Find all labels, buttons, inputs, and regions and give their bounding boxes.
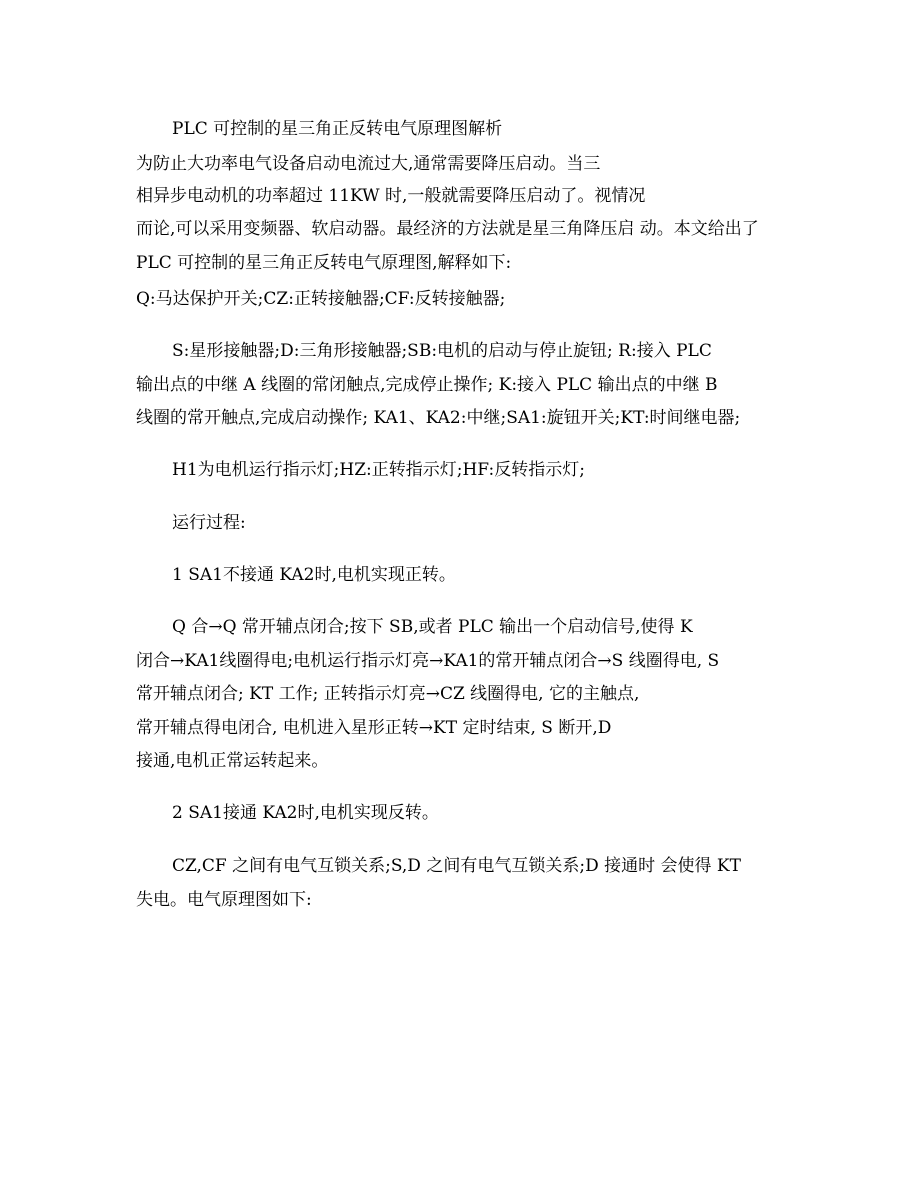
text-line: 常开辅点闭合; KT 工作; 正转指示灯亮→CZ 线圈得电, 它的主触点, [136, 684, 640, 704]
text-line: 常开辅点得电闭合, 电机进入星形正转→KT 定时结束, S 断开,D [136, 718, 612, 738]
text-line: 而论,可以采用变频器、软启动器。最经济的方法就是星三角降压启 动。本文给出了 [136, 219, 759, 239]
text-line: 相异步电动机的功率超过 11KW 时,一般就需要降压启动了。视情况 [136, 186, 646, 206]
section-heading: 运行过程: [172, 513, 246, 533]
text-line: 接通,电机正常运转起来。 [136, 751, 329, 771]
text-line: S:星形接触器;D:三角形接触器;SB:电机的启动与停止旋钮; R:接入 PLC [172, 341, 712, 361]
text-line: 1 SA1不接通 KA2时,电机实现正转。 [172, 565, 456, 585]
text-line: CZ,CF 之间有电气互锁关系;S,D 之间有电气互锁关系;D 接通时 会使得 KT [172, 856, 741, 876]
text-line: 线圈的常开触点,完成启动操作; KA1、KA2:中继;SA1:旋钮开关;KT:时间继电器; [136, 408, 741, 428]
text-line: Q 合→Q 常开辅点闭合;按下 SB,或者 PLC 输出一个启动信号,使得 K [172, 617, 693, 637]
text-line: H1为电机运行指示灯;HZ:正转指示灯;HF:反转指示灯; [172, 460, 585, 480]
text-line: Q:马达保护开关;CZ:正转接触器;CF:反转接触器; [136, 289, 506, 309]
text-line: 失电。电气原理图如下: [136, 890, 312, 910]
text-line: 输出点的中继 A 线圈的常闭触点,完成停止操作; K:接入 PLC 输出点的中继 B [136, 375, 718, 395]
text-line: 2 SA1接通 KA2时,电机实现反转。 [172, 803, 439, 823]
document-title: PLC 可控制的星三角正反转电气原理图解析 [172, 119, 503, 139]
text-line: 为防止大功率电气设备启动电流过大,通常需要降压启动。当三 [136, 154, 601, 174]
text-line: PLC 可控制的星三角正反转电气原理图,解释如下: [136, 253, 512, 273]
text-line: 闭合→KA1线圈得电;电机运行指示灯亮→KA1的常开辅点闭合→S 线圈得电, S [136, 651, 720, 671]
